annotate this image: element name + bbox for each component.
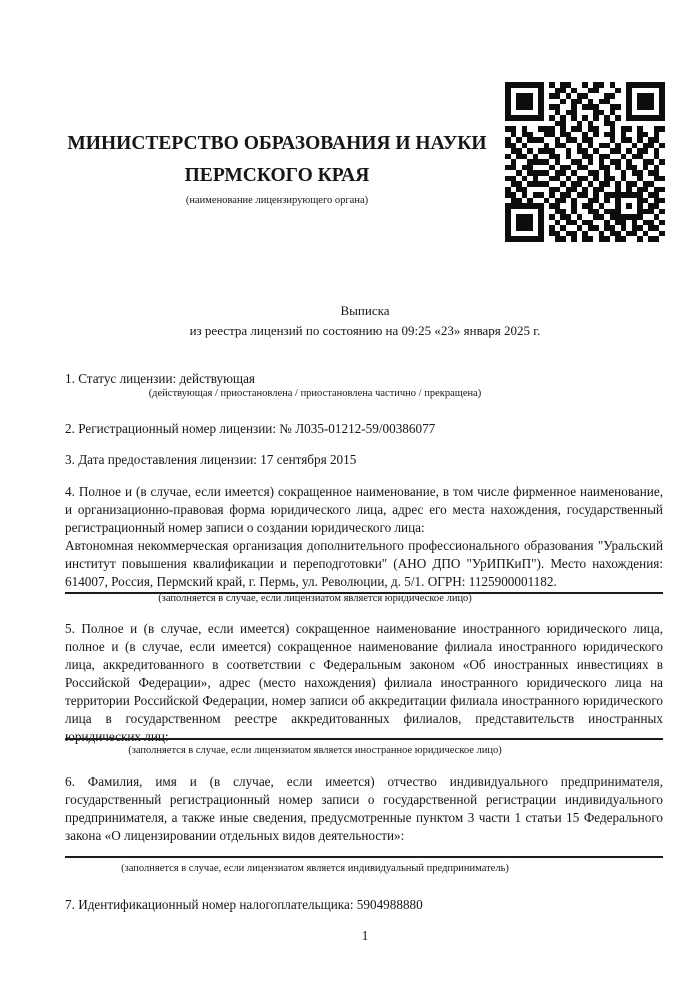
item-2-registration-number: 2. Регистрационный номер лицензии: № Л035-01212-59/00386077 [65, 421, 436, 436]
ministry-name-line2: ПЕРМСКОГО КРАЯ [184, 165, 370, 186]
item-4-question: 4. Полное и (в случае, если имеется) сокращенное наименование, в том числе фирменное наименование, и организационно-правовая форма юридического лица, адрес его места нахождения, государственный регистрационный номер записи о создании юридического лица: [65, 484, 663, 535]
item-4-answer: Автономная некоммерческая организация дополнительного профессионального образования "Уральский институт повышения квалификации и переподготовки" (АНО ДПО "УрИПКиП"). Место нахождения: 614007, Россия, Пермский край, г. Пермь, ул. Революции, д. 5/1. ОГРН: 1125900001182. [65, 538, 663, 589]
item-5-question: 5. Полное и (в случае, если имеется) сокращенное наименование иностранного юридического лица, полное и (в случае, если имеется) сокращенное наименование филиала иностранного юридического лица, аккредитованного в соответствии с Федеральным законом «Об иностранных инвестициях в Российской Федерации», адрес (место нахождения) филиала иностранного юридического лица на территории Российской Федерации, номер записи об аккредитации филиала иностранного юридического лица в государственном реестре аккредитованных филиалов, представительств иностранных юридических лиц: [65, 621, 663, 744]
item-6-entrepreneur-block [65, 773, 663, 845]
item-6-caption: (заполняется в случае, если лицензиатом является индивидуальный предприниматель) [121, 863, 509, 874]
item-4-caption: (заполняется в случае, если лицензиатом является юридическое лицо) [158, 593, 472, 604]
item-5-caption: (заполняется в случае, если лицензиатом является иностранное юридическое лицо) [128, 745, 502, 756]
item-6-question: 6. Фамилия, имя и (в случае, если имеется) отчество индивидуального предпринимателя, государственный регистрационный номер записи о государственной регистрации индивидуального предпринимателя, а также иные сведения, предусмотренные пунктом 3 части 1 статьи 15 Федерального закона «О лицензировании отдельных видов деятельности»: [65, 774, 663, 843]
item-5-foreign-entity-block [65, 620, 663, 746]
item-4-legal-entity-block [65, 483, 663, 594]
document-title-line1: Выписка [340, 303, 390, 318]
item-1-license-status: 1. Статус лицензии: действующая [65, 371, 256, 386]
document-title-line2: из реестра лицензий по состоянию на 09:25 «23» января 2025 г. [189, 323, 541, 338]
item-5-blank-line [65, 738, 663, 740]
page-number: 1 [361, 928, 369, 943]
item-7-taxpayer-id: 7. Идентификационный номер налогоплательщика: 5904988880 [65, 897, 423, 912]
ministry-header [65, 128, 489, 206]
document-title [65, 301, 665, 341]
qr-code [505, 82, 665, 242]
ministry-name-line1: МИНИСТЕРСТВО ОБРАЗОВАНИЯ И НАУКИ [67, 133, 487, 154]
item-3-license-grant-date: 3. Дата предоставления лицензии: 17 сентября 2015 [65, 452, 357, 467]
item-1-status-options-caption: (действующая / приостановлена / приостановлена частично / прекращена) [148, 388, 482, 399]
ministry-caption: (наименование лицензирующего органа) [185, 195, 369, 206]
item-6-blank-line [65, 856, 663, 858]
